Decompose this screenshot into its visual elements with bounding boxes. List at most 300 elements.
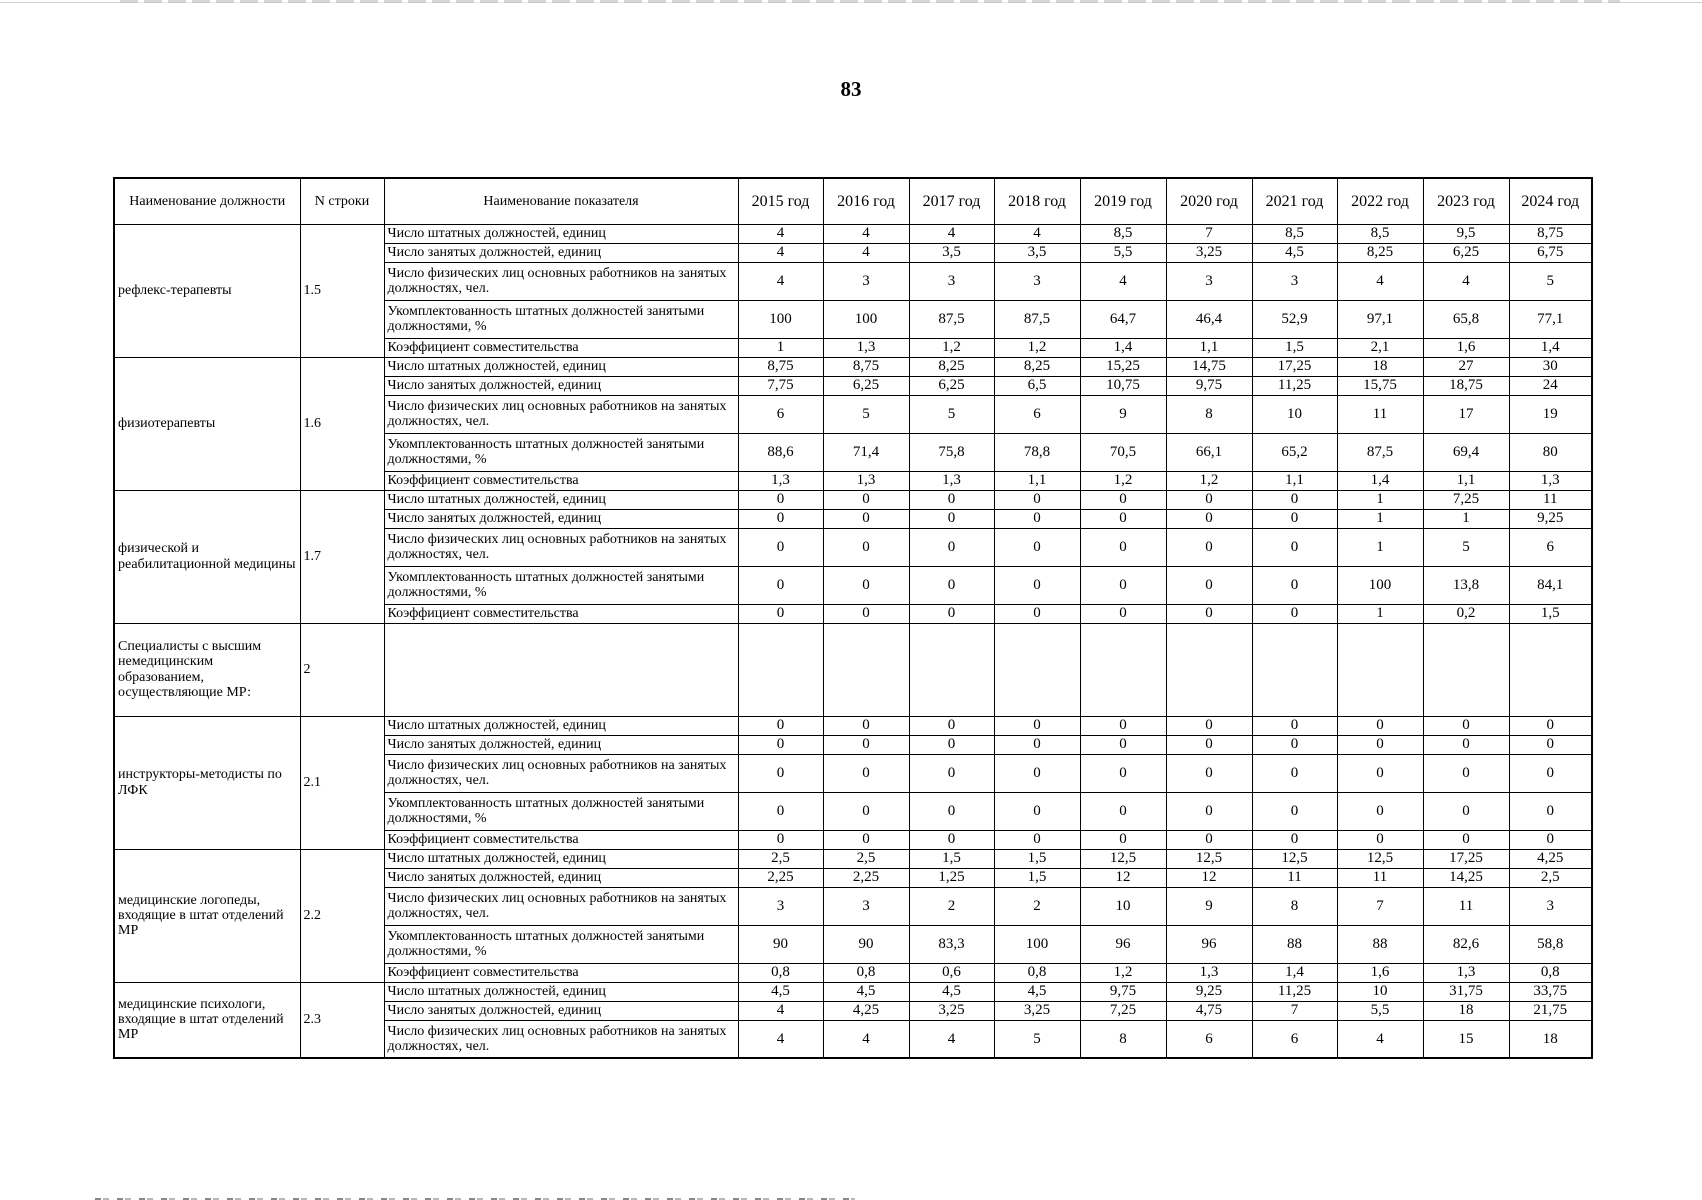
value-cell: 5 (823, 395, 909, 433)
value-cell: 8,5 (1080, 224, 1166, 243)
value-cell: 71,4 (823, 433, 909, 471)
value-cell: 87,5 (994, 300, 1080, 338)
value-cell: 0 (738, 490, 823, 509)
value-cell: 0 (823, 792, 909, 830)
value-cell: 1 (1337, 509, 1423, 528)
header-position: Наименование должности (114, 178, 300, 224)
value-cell: 0 (1423, 792, 1509, 830)
position-name: инструкторы-методисты по ЛФК (114, 716, 300, 849)
value-cell: 4 (1337, 1020, 1423, 1058)
value-cell: 0 (1509, 792, 1592, 830)
value-cell: 7 (1337, 887, 1423, 925)
indicator-name: Число физических лиц основных работников на занятых должностях, чел. (384, 754, 738, 792)
value-cell: 52,9 (1252, 300, 1337, 338)
value-cell: 6,5 (994, 376, 1080, 395)
indicator-name: Число штатных должностей, единиц (384, 849, 738, 868)
value-cell: 100 (1337, 566, 1423, 604)
value-cell: 0 (1252, 754, 1337, 792)
value-cell: 3 (738, 887, 823, 925)
empty-cell (1337, 623, 1423, 716)
line-number: 2.3 (300, 982, 384, 1058)
value-cell: 12 (1080, 868, 1166, 887)
value-cell: 1,4 (1080, 338, 1166, 357)
value-cell: 1,2 (994, 338, 1080, 357)
value-cell: 18,75 (1423, 376, 1509, 395)
value-cell: 0 (1252, 830, 1337, 849)
position-name: рефлекс-терапевты (114, 224, 300, 357)
value-cell: 82,6 (1423, 925, 1509, 963)
value-cell: 12,5 (1337, 849, 1423, 868)
value-cell: 4 (994, 224, 1080, 243)
line-number: 2.1 (300, 716, 384, 849)
value-cell: 4,5 (909, 982, 994, 1001)
indicator-name: Число штатных должностей, единиц (384, 357, 738, 376)
value-cell: 0 (1166, 528, 1252, 566)
value-cell: 88 (1337, 925, 1423, 963)
header-year: 2015 год (738, 178, 823, 224)
value-cell: 0 (994, 528, 1080, 566)
value-cell: 75,8 (909, 433, 994, 471)
value-cell: 0 (1166, 490, 1252, 509)
value-cell: 0 (909, 716, 994, 735)
header-year: 2018 год (994, 178, 1080, 224)
value-cell: 9 (1166, 887, 1252, 925)
value-cell: 0 (1166, 735, 1252, 754)
value-cell: 1,1 (994, 471, 1080, 490)
value-cell: 5,5 (1337, 1001, 1423, 1020)
value-cell: 0 (1252, 566, 1337, 604)
value-cell: 6 (1509, 528, 1592, 566)
value-cell: 3,25 (909, 1001, 994, 1020)
value-cell: 12,5 (1252, 849, 1337, 868)
value-cell: 90 (738, 925, 823, 963)
value-cell: 0 (1166, 716, 1252, 735)
indicator-name: Число штатных должностей, единиц (384, 490, 738, 509)
value-cell: 8,75 (823, 357, 909, 376)
value-cell: 6 (1166, 1020, 1252, 1058)
indicator-name: Число штатных должностей, единиц (384, 224, 738, 243)
value-cell: 1,5 (994, 849, 1080, 868)
value-cell: 78,8 (994, 433, 1080, 471)
value-cell: 1,1 (1423, 471, 1509, 490)
value-cell: 3 (909, 262, 994, 300)
value-cell: 0 (1252, 735, 1337, 754)
value-cell: 12 (1166, 868, 1252, 887)
position-name: физиотерапевты (114, 357, 300, 490)
value-cell: 1,4 (1337, 471, 1423, 490)
value-cell: 12,5 (1080, 849, 1166, 868)
indicator-name: Число физических лиц основных работников на занятых должностях, чел. (384, 528, 738, 566)
value-cell: 0 (1166, 509, 1252, 528)
value-cell: 3 (823, 262, 909, 300)
value-cell: 0 (994, 509, 1080, 528)
value-cell: 0 (1080, 604, 1166, 623)
value-cell: 77,1 (1509, 300, 1592, 338)
value-cell: 21,75 (1509, 1001, 1592, 1020)
value-cell: 1 (738, 338, 823, 357)
value-cell: 11 (1337, 868, 1423, 887)
line-number: 2 (300, 623, 384, 716)
header-year: 2017 год (909, 178, 994, 224)
value-cell: 0 (1252, 490, 1337, 509)
value-cell: 0 (1080, 490, 1166, 509)
value-cell: 0 (1080, 830, 1166, 849)
value-cell: 4 (1337, 262, 1423, 300)
value-cell: 87,5 (909, 300, 994, 338)
value-cell: 2 (994, 887, 1080, 925)
value-cell: 0,8 (738, 963, 823, 982)
value-cell: 11 (1509, 490, 1592, 509)
value-cell: 9,25 (1509, 509, 1592, 528)
value-cell: 4 (1423, 262, 1509, 300)
value-cell: 0 (1337, 735, 1423, 754)
value-cell: 1 (1423, 509, 1509, 528)
value-cell: 4 (823, 243, 909, 262)
value-cell: 1 (1337, 528, 1423, 566)
value-cell: 1,2 (1166, 471, 1252, 490)
value-cell: 0 (738, 735, 823, 754)
value-cell: 83,3 (909, 925, 994, 963)
value-cell: 0,8 (994, 963, 1080, 982)
value-cell: 1,6 (1337, 963, 1423, 982)
value-cell: 10 (1080, 887, 1166, 925)
table-row (114, 490, 1592, 509)
value-cell: 0 (1337, 792, 1423, 830)
value-cell: 1,3 (1509, 471, 1592, 490)
value-cell: 1,3 (738, 471, 823, 490)
value-cell: 0 (994, 566, 1080, 604)
value-cell: 1,5 (1509, 604, 1592, 623)
value-cell: 0 (1080, 792, 1166, 830)
value-cell: 0 (823, 509, 909, 528)
empty-cell (1080, 623, 1166, 716)
value-cell: 6,25 (909, 376, 994, 395)
value-cell: 0 (1166, 830, 1252, 849)
value-cell: 66,1 (1166, 433, 1252, 471)
header-row (114, 178, 1592, 224)
indicator-name: Число занятых должностей, единиц (384, 1001, 738, 1020)
value-cell: 0,8 (823, 963, 909, 982)
value-cell: 4 (738, 1020, 823, 1058)
value-cell: 0 (1080, 566, 1166, 604)
value-cell: 0 (1166, 604, 1252, 623)
value-cell: 4,5 (994, 982, 1080, 1001)
value-cell: 0 (823, 754, 909, 792)
value-cell: 1 (1337, 490, 1423, 509)
value-cell: 8,5 (1337, 224, 1423, 243)
value-cell: 1,3 (909, 471, 994, 490)
value-cell: 14,75 (1166, 357, 1252, 376)
value-cell: 17,25 (1252, 357, 1337, 376)
indicator-name: Укомплектованность штатных должностей занятыми должностями, % (384, 792, 738, 830)
value-cell: 18 (1509, 1020, 1592, 1058)
value-cell: 4,75 (1166, 1001, 1252, 1020)
value-cell: 0 (1080, 528, 1166, 566)
table-body (114, 224, 1592, 1058)
value-cell: 96 (1080, 925, 1166, 963)
indicator-name: Коэффициент совместительства (384, 830, 738, 849)
value-cell: 0 (909, 792, 994, 830)
value-cell: 0 (1166, 792, 1252, 830)
value-cell: 3 (1509, 887, 1592, 925)
value-cell: 6,75 (1509, 243, 1592, 262)
value-cell: 2,5 (738, 849, 823, 868)
value-cell: 0 (738, 792, 823, 830)
indicator-name: Число занятых должностей, единиц (384, 243, 738, 262)
value-cell: 0 (823, 490, 909, 509)
value-cell: 10,75 (1080, 376, 1166, 395)
value-cell: 7,75 (738, 376, 823, 395)
value-cell: 1,2 (1080, 471, 1166, 490)
indicator-name: Коэффициент совместительства (384, 604, 738, 623)
value-cell: 5,5 (1080, 243, 1166, 262)
value-cell: 46,4 (1166, 300, 1252, 338)
value-cell: 0 (1509, 754, 1592, 792)
value-cell: 97,1 (1337, 300, 1423, 338)
value-cell: 11,25 (1252, 982, 1337, 1001)
value-cell: 6,25 (823, 376, 909, 395)
empty-cell (384, 623, 738, 716)
value-cell: 0 (994, 830, 1080, 849)
indicator-name: Коэффициент совместительства (384, 471, 738, 490)
table-row (114, 623, 1592, 716)
header-year: 2024 год (1509, 178, 1592, 224)
value-cell: 18 (1423, 1001, 1509, 1020)
value-cell: 2,25 (823, 868, 909, 887)
indicator-name: Укомплектованность штатных должностей занятыми должностями, % (384, 300, 738, 338)
value-cell: 0,6 (909, 963, 994, 982)
value-cell: 90 (823, 925, 909, 963)
value-cell: 0 (1423, 830, 1509, 849)
value-cell: 15,25 (1080, 357, 1166, 376)
value-cell: 84,1 (1509, 566, 1592, 604)
value-cell: 8 (1252, 887, 1337, 925)
value-cell: 1,5 (1252, 338, 1337, 357)
value-cell: 10 (1337, 982, 1423, 1001)
position-name: Специалисты с высшим немедицинским образованием, осуществляющие МР: (114, 623, 300, 716)
value-cell: 0 (1252, 716, 1337, 735)
value-cell: 0 (994, 716, 1080, 735)
value-cell: 0 (909, 566, 994, 604)
value-cell: 1,6 (1423, 338, 1509, 357)
value-cell: 4,25 (1509, 849, 1592, 868)
value-cell: 0 (1080, 509, 1166, 528)
value-cell: 65,8 (1423, 300, 1509, 338)
value-cell: 0 (738, 754, 823, 792)
table-row (114, 224, 1592, 243)
value-cell: 3,25 (994, 1001, 1080, 1020)
value-cell: 2 (909, 887, 994, 925)
value-cell: 4 (738, 262, 823, 300)
value-cell: 1,5 (994, 868, 1080, 887)
value-cell: 65,2 (1252, 433, 1337, 471)
value-cell: 4 (738, 1001, 823, 1020)
table-row (114, 716, 1592, 735)
empty-cell (1509, 623, 1592, 716)
value-cell: 0 (738, 604, 823, 623)
value-cell: 0 (1252, 792, 1337, 830)
value-cell: 1,1 (1166, 338, 1252, 357)
indicator-name: Число занятых должностей, единиц (384, 376, 738, 395)
value-cell: 0 (1166, 566, 1252, 604)
line-number: 1.7 (300, 490, 384, 623)
value-cell: 8,25 (909, 357, 994, 376)
value-cell: 1,4 (1509, 338, 1592, 357)
value-cell: 19 (1509, 395, 1592, 433)
value-cell: 100 (823, 300, 909, 338)
value-cell: 3,25 (1166, 243, 1252, 262)
value-cell: 0 (738, 528, 823, 566)
indicator-name: Число физических лиц основных работников на занятых должностях, чел. (384, 887, 738, 925)
empty-cell (909, 623, 994, 716)
value-cell: 0 (1337, 830, 1423, 849)
value-cell: 12,5 (1166, 849, 1252, 868)
value-cell: 5 (909, 395, 994, 433)
value-cell: 0 (823, 604, 909, 623)
value-cell: 0 (738, 716, 823, 735)
value-cell: 3 (1252, 262, 1337, 300)
value-cell: 4,5 (823, 982, 909, 1001)
value-cell: 0 (909, 509, 994, 528)
value-cell: 8 (1080, 1020, 1166, 1058)
value-cell: 4 (909, 224, 994, 243)
value-cell: 0 (909, 830, 994, 849)
value-cell: 9,5 (1423, 224, 1509, 243)
value-cell: 11 (1337, 395, 1423, 433)
value-cell: 9,25 (1166, 982, 1252, 1001)
value-cell: 8,5 (1252, 224, 1337, 243)
empty-cell (1423, 623, 1509, 716)
line-number: 1.5 (300, 224, 384, 357)
empty-cell (1252, 623, 1337, 716)
value-cell: 0 (1423, 754, 1509, 792)
value-cell: 1,2 (909, 338, 994, 357)
value-cell: 3 (823, 887, 909, 925)
header-indicator: Наименование показателя (384, 178, 738, 224)
value-cell: 15 (1423, 1020, 1509, 1058)
value-cell: 24 (1509, 376, 1592, 395)
value-cell: 30 (1509, 357, 1592, 376)
indicator-name: Укомплектованность штатных должностей занятыми должностями, % (384, 566, 738, 604)
value-cell: 1 (1337, 604, 1423, 623)
value-cell: 4,5 (1252, 243, 1337, 262)
value-cell: 1,1 (1252, 471, 1337, 490)
value-cell: 5 (1509, 262, 1592, 300)
value-cell: 0 (823, 830, 909, 849)
position-name: медицинские психологи, входящие в штат отделений МР (114, 982, 300, 1058)
indicator-name: Число занятых должностей, единиц (384, 868, 738, 887)
value-cell: 6 (738, 395, 823, 433)
value-cell: 3 (1166, 262, 1252, 300)
value-cell: 9,75 (1166, 376, 1252, 395)
value-cell: 0 (1252, 509, 1337, 528)
value-cell: 0,2 (1423, 604, 1509, 623)
value-cell: 8,75 (1509, 224, 1592, 243)
value-cell: 8,75 (738, 357, 823, 376)
value-cell: 0 (909, 490, 994, 509)
value-cell: 8 (1166, 395, 1252, 433)
value-cell: 9,75 (1080, 982, 1166, 1001)
value-cell: 0 (1423, 716, 1509, 735)
value-cell: 2,25 (738, 868, 823, 887)
value-cell: 0 (738, 566, 823, 604)
empty-cell (994, 623, 1080, 716)
value-cell: 7,25 (1080, 1001, 1166, 1020)
value-cell: 69,4 (1423, 433, 1509, 471)
value-cell: 0 (994, 735, 1080, 754)
header-line: N строки (300, 178, 384, 224)
value-cell: 4,25 (823, 1001, 909, 1020)
value-cell: 17,25 (1423, 849, 1509, 868)
value-cell: 6 (1252, 1020, 1337, 1058)
value-cell: 0 (1509, 830, 1592, 849)
value-cell: 0 (823, 528, 909, 566)
header-year: 2021 год (1252, 178, 1337, 224)
value-cell: 13,8 (1423, 566, 1509, 604)
value-cell: 87,5 (1337, 433, 1423, 471)
value-cell: 3,5 (909, 243, 994, 262)
value-cell: 0 (738, 509, 823, 528)
indicator-name: Число физических лиц основных работников на занятых должностях, чел. (384, 1020, 738, 1058)
value-cell: 2,1 (1337, 338, 1423, 357)
value-cell: 10 (1252, 395, 1337, 433)
value-cell: 8,25 (994, 357, 1080, 376)
value-cell: 0 (909, 754, 994, 792)
value-cell: 88 (1252, 925, 1337, 963)
position-name: физической и реабилитационной медицины (114, 490, 300, 623)
value-cell: 4,5 (738, 982, 823, 1001)
position-name: медицинские логопеды, входящие в штат отделений МР (114, 849, 300, 982)
indicator-name: Число штатных должностей, единиц (384, 716, 738, 735)
header-year: 2019 год (1080, 178, 1166, 224)
value-cell: 64,7 (1080, 300, 1166, 338)
value-cell: 100 (738, 300, 823, 338)
value-cell: 4 (738, 243, 823, 262)
indicator-name: Коэффициент совместительства (384, 338, 738, 357)
line-number: 2.2 (300, 849, 384, 982)
value-cell: 14,25 (1423, 868, 1509, 887)
value-cell: 0 (1252, 604, 1337, 623)
value-cell: 0 (994, 792, 1080, 830)
indicator-name: Число занятых должностей, единиц (384, 735, 738, 754)
value-cell: 2,5 (823, 849, 909, 868)
line-number: 1.6 (300, 357, 384, 490)
value-cell: 0 (994, 490, 1080, 509)
value-cell: 100 (994, 925, 1080, 963)
value-cell: 80 (1509, 433, 1592, 471)
value-cell: 1,3 (823, 338, 909, 357)
value-cell: 1,5 (909, 849, 994, 868)
staffing-table (113, 177, 1593, 1059)
value-cell: 0 (1337, 754, 1423, 792)
value-cell: 1,3 (1166, 963, 1252, 982)
value-cell: 0 (909, 735, 994, 754)
value-cell: 58,8 (1509, 925, 1592, 963)
value-cell: 1,3 (1423, 963, 1509, 982)
value-cell: 88,6 (738, 433, 823, 471)
value-cell: 0 (1080, 716, 1166, 735)
value-cell: 6,25 (1423, 243, 1509, 262)
value-cell: 11,25 (1252, 376, 1337, 395)
value-cell: 0,8 (1509, 963, 1592, 982)
indicator-name: Число физических лиц основных работников на занятых должностях, чел. (384, 262, 738, 300)
indicator-name: Укомплектованность штатных должностей занятыми должностями, % (384, 925, 738, 963)
value-cell: 11 (1423, 887, 1509, 925)
table-row (114, 849, 1592, 868)
value-cell: 0 (1252, 528, 1337, 566)
value-cell: 0 (1166, 754, 1252, 792)
value-cell: 7,25 (1423, 490, 1509, 509)
